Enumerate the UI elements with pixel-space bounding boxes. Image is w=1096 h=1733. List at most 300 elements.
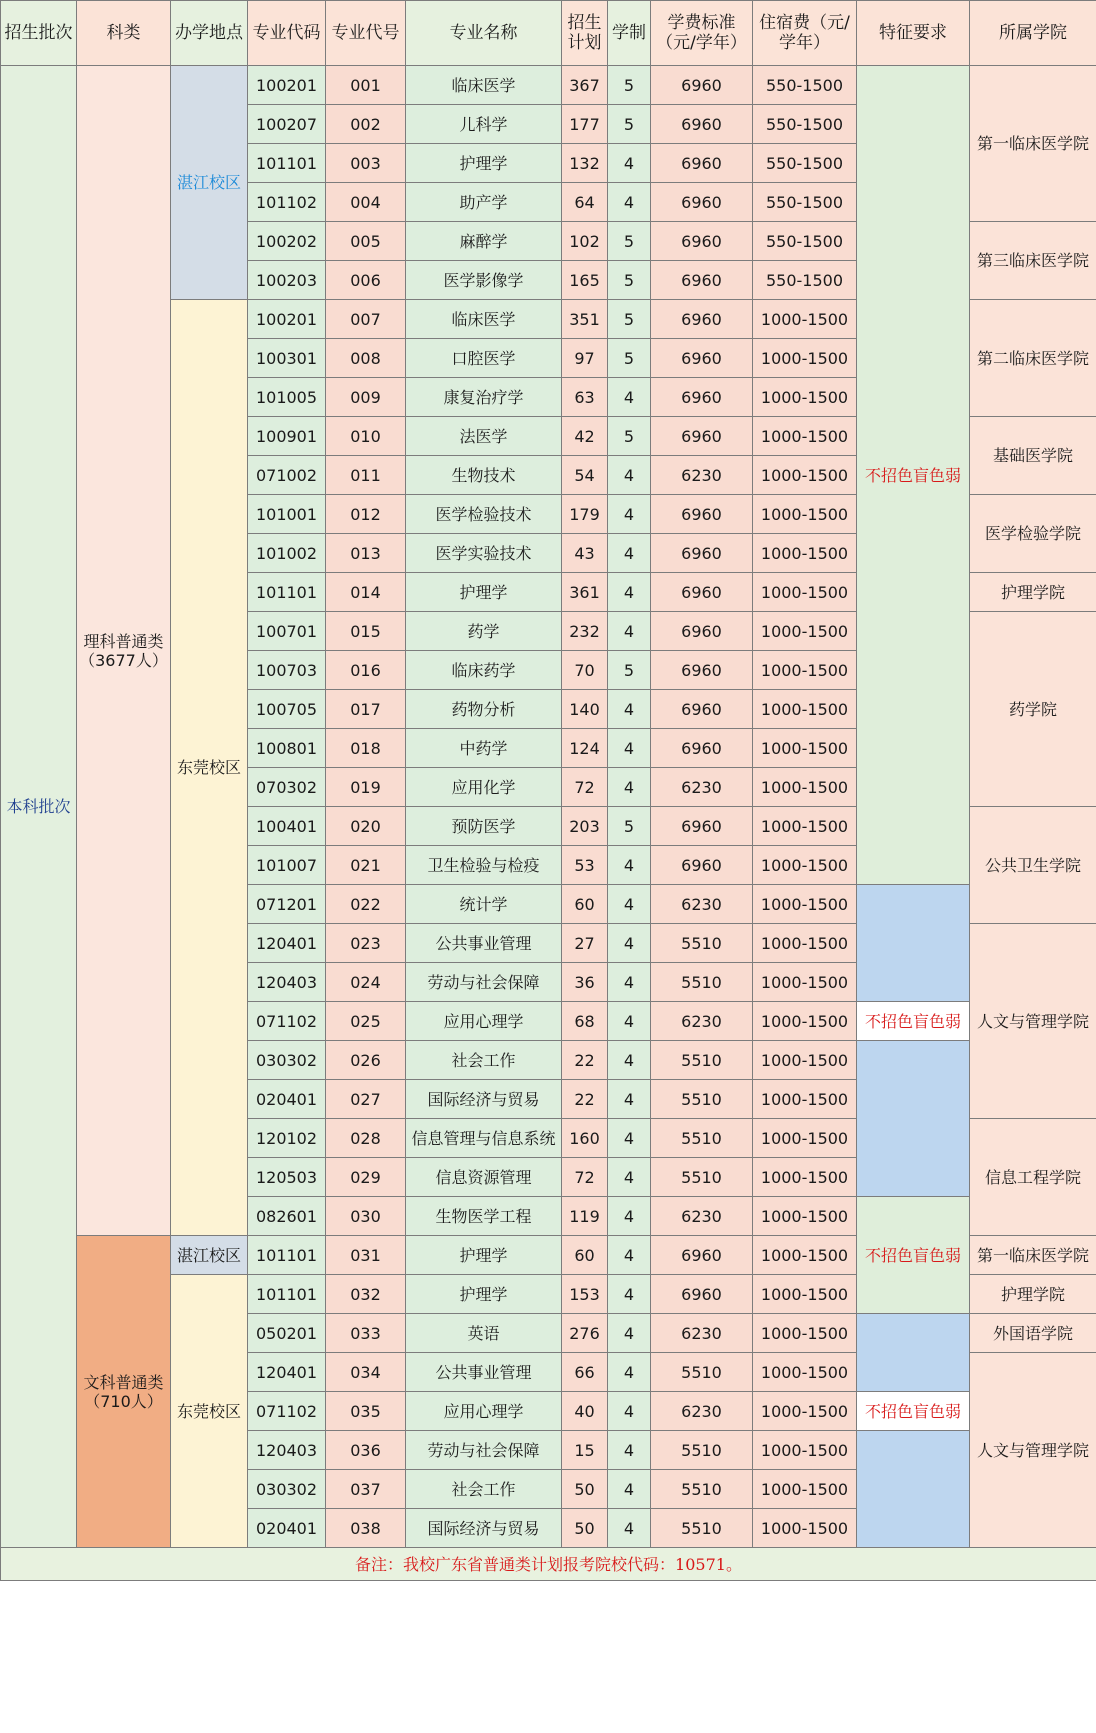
table-row xyxy=(1,66,1096,105)
major-number-cell: 016 xyxy=(326,651,406,690)
school-first-clinical-liberal: 第一临床医学院 xyxy=(970,1236,1096,1275)
years-cell: 4 xyxy=(608,1314,651,1353)
tuition-cell: 6960 xyxy=(651,66,753,105)
lodging-cell: 1000-1500 xyxy=(753,339,857,378)
major-number-cell: 006 xyxy=(326,261,406,300)
years-cell: 4 xyxy=(608,1470,651,1509)
school-pharmacy: 药学院 xyxy=(970,612,1096,807)
major-code-cell: 100701 xyxy=(248,612,326,651)
plan-cell: 119 xyxy=(562,1197,608,1236)
lodging-cell: 1000-1500 xyxy=(753,924,857,963)
major-number-cell: 037 xyxy=(326,1470,406,1509)
years-cell: 5 xyxy=(608,105,651,144)
lodging-cell: 1000-1500 xyxy=(753,1041,857,1080)
major-name-cell: 中药学 xyxy=(406,729,562,768)
major-name-cell: 信息资源管理 xyxy=(406,1158,562,1197)
header-row xyxy=(1,1,1096,66)
major-name-cell: 麻醉学 xyxy=(406,222,562,261)
major-code-cell: 100301 xyxy=(248,339,326,378)
major-number-cell: 023 xyxy=(326,924,406,963)
major-code-cell: 101101 xyxy=(248,1236,326,1275)
plan-cell: 54 xyxy=(562,456,608,495)
major-code-cell: 082601 xyxy=(248,1197,326,1236)
category-liberal: 文科普通类（710人） xyxy=(77,1236,171,1548)
major-name-cell: 医学影像学 xyxy=(406,261,562,300)
requirement-blank xyxy=(857,1314,970,1392)
school-basic-medicine: 基础医学院 xyxy=(970,417,1096,495)
tuition-cell: 6230 xyxy=(651,1197,753,1236)
lodging-cell: 1000-1500 xyxy=(753,1158,857,1197)
lodging-cell: 1000-1500 xyxy=(753,1314,857,1353)
major-number-cell: 014 xyxy=(326,573,406,612)
lodging-cell: 1000-1500 xyxy=(753,846,857,885)
years-cell: 4 xyxy=(608,144,651,183)
lodging-cell: 550-1500 xyxy=(753,183,857,222)
category-science: 理科普通类（3677人） xyxy=(77,66,171,1236)
years-cell: 4 xyxy=(608,1041,651,1080)
years-cell: 4 xyxy=(608,1197,651,1236)
years-cell: 5 xyxy=(608,807,651,846)
lodging-cell: 1000-1500 xyxy=(753,1509,857,1548)
major-name-cell: 国际经济与贸易 xyxy=(406,1080,562,1119)
major-code-cell: 100703 xyxy=(248,651,326,690)
major-number-cell: 007 xyxy=(326,300,406,339)
lodging-cell: 1000-1500 xyxy=(753,495,857,534)
major-number-cell: 025 xyxy=(326,1002,406,1041)
tuition-cell: 6960 xyxy=(651,1275,753,1314)
header-school: 所属学院 xyxy=(970,1,1096,66)
major-number-cell: 028 xyxy=(326,1119,406,1158)
years-cell: 5 xyxy=(608,222,651,261)
plan-cell: 42 xyxy=(562,417,608,456)
plan-cell: 50 xyxy=(562,1470,608,1509)
major-name-cell: 药物分析 xyxy=(406,690,562,729)
major-number-cell: 027 xyxy=(326,1080,406,1119)
major-number-cell: 012 xyxy=(326,495,406,534)
plan-cell: 40 xyxy=(562,1392,608,1431)
major-code-cell: 100203 xyxy=(248,261,326,300)
tuition-cell: 6230 xyxy=(651,1392,753,1431)
major-name-cell: 公共事业管理 xyxy=(406,924,562,963)
years-cell: 5 xyxy=(608,651,651,690)
plan-cell: 232 xyxy=(562,612,608,651)
campus-dongguan: 东莞校区 xyxy=(171,300,248,1236)
major-code-cell: 101001 xyxy=(248,495,326,534)
major-name-cell: 护理学 xyxy=(406,144,562,183)
tuition-cell: 5510 xyxy=(651,963,753,1002)
lodging-cell: 1000-1500 xyxy=(753,417,857,456)
header-category: 科类 xyxy=(77,1,171,66)
lodging-cell: 1000-1500 xyxy=(753,456,857,495)
major-code-cell: 101002 xyxy=(248,534,326,573)
lodging-cell: 550-1500 xyxy=(753,144,857,183)
plan-cell: 177 xyxy=(562,105,608,144)
tuition-cell: 6960 xyxy=(651,573,753,612)
campus-dongguan-liberal: 东莞校区 xyxy=(171,1275,248,1548)
major-name-cell: 预防医学 xyxy=(406,807,562,846)
school-nursing-liberal: 护理学院 xyxy=(970,1275,1096,1314)
requirement-blank xyxy=(857,1041,970,1197)
major-number-cell: 031 xyxy=(326,1236,406,1275)
major-name-cell: 口腔医学 xyxy=(406,339,562,378)
years-cell: 5 xyxy=(608,417,651,456)
major-name-cell: 儿科学 xyxy=(406,105,562,144)
major-number-cell: 004 xyxy=(326,183,406,222)
lodging-cell: 1000-1500 xyxy=(753,885,857,924)
lodging-cell: 550-1500 xyxy=(753,261,857,300)
school-humanities-liberal: 人文与管理学院 xyxy=(970,1353,1096,1548)
major-name-cell: 公共事业管理 xyxy=(406,1353,562,1392)
major-code-cell: 101007 xyxy=(248,846,326,885)
plan-cell: 72 xyxy=(562,1158,608,1197)
plan-cell: 15 xyxy=(562,1431,608,1470)
years-cell: 4 xyxy=(608,1392,651,1431)
major-number-cell: 011 xyxy=(326,456,406,495)
lodging-cell: 1000-1500 xyxy=(753,1392,857,1431)
major-number-cell: 021 xyxy=(326,846,406,885)
major-code-cell: 100705 xyxy=(248,690,326,729)
years-cell: 4 xyxy=(608,690,651,729)
tuition-cell: 5510 xyxy=(651,1431,753,1470)
years-cell: 5 xyxy=(608,339,651,378)
plan-cell: 50 xyxy=(562,1509,608,1548)
campus-zhanjiang: 湛江校区 xyxy=(171,66,248,300)
major-code-cell: 120102 xyxy=(248,1119,326,1158)
school-third-clinical: 第三临床医学院 xyxy=(970,222,1096,300)
major-number-cell: 018 xyxy=(326,729,406,768)
lodging-cell: 1000-1500 xyxy=(753,1353,857,1392)
major-number-cell: 022 xyxy=(326,885,406,924)
tuition-cell: 6960 xyxy=(651,534,753,573)
plan-cell: 60 xyxy=(562,1236,608,1275)
header-plan: 招生计划 xyxy=(562,1,608,66)
major-number-cell: 026 xyxy=(326,1041,406,1080)
major-name-cell: 康复治疗学 xyxy=(406,378,562,417)
years-cell: 4 xyxy=(608,1002,651,1041)
years-cell: 5 xyxy=(608,66,651,105)
lodging-cell: 1000-1500 xyxy=(753,1002,857,1041)
plan-cell: 276 xyxy=(562,1314,608,1353)
lodging-cell: 1000-1500 xyxy=(753,378,857,417)
major-code-cell: 071102 xyxy=(248,1002,326,1041)
major-code-cell: 071102 xyxy=(248,1392,326,1431)
plan-cell: 124 xyxy=(562,729,608,768)
tuition-cell: 5510 xyxy=(651,1509,753,1548)
plan-cell: 63 xyxy=(562,378,608,417)
tuition-cell: 6960 xyxy=(651,651,753,690)
major-code-cell: 070302 xyxy=(248,768,326,807)
tuition-cell: 6230 xyxy=(651,456,753,495)
tuition-cell: 6230 xyxy=(651,885,753,924)
lodging-cell: 1000-1500 xyxy=(753,651,857,690)
major-number-cell: 008 xyxy=(326,339,406,378)
lodging-cell: 1000-1500 xyxy=(753,300,857,339)
major-code-cell: 120503 xyxy=(248,1158,326,1197)
years-cell: 4 xyxy=(608,1236,651,1275)
major-name-cell: 医学实验技术 xyxy=(406,534,562,573)
header-batch: 招生批次 xyxy=(1,1,77,66)
school-public-health: 公共卫生学院 xyxy=(970,807,1096,924)
major-number-cell: 036 xyxy=(326,1431,406,1470)
major-code-cell: 100201 xyxy=(248,300,326,339)
plan-cell: 203 xyxy=(562,807,608,846)
major-number-cell: 033 xyxy=(326,1314,406,1353)
tuition-cell: 5510 xyxy=(651,1353,753,1392)
lodging-cell: 550-1500 xyxy=(753,105,857,144)
years-cell: 5 xyxy=(608,261,651,300)
major-code-cell: 100202 xyxy=(248,222,326,261)
years-cell: 4 xyxy=(608,1275,651,1314)
major-number-cell: 030 xyxy=(326,1197,406,1236)
tuition-cell: 6960 xyxy=(651,339,753,378)
lodging-cell: 1000-1500 xyxy=(753,729,857,768)
batch-cell: 本科批次 xyxy=(1,66,77,1548)
lodging-cell: 1000-1500 xyxy=(753,573,857,612)
header-tuition: 学费标准（元/学年） xyxy=(651,1,753,66)
major-number-cell: 024 xyxy=(326,963,406,1002)
requirement-blank xyxy=(857,1431,970,1548)
lodging-cell: 1000-1500 xyxy=(753,768,857,807)
tuition-cell: 6960 xyxy=(651,729,753,768)
major-code-cell: 101102 xyxy=(248,183,326,222)
lodging-cell: 1000-1500 xyxy=(753,690,857,729)
lodging-cell: 1000-1500 xyxy=(753,807,857,846)
major-code-cell: 100207 xyxy=(248,105,326,144)
major-code-cell: 120401 xyxy=(248,924,326,963)
plan-cell: 70 xyxy=(562,651,608,690)
plan-cell: 367 xyxy=(562,66,608,105)
plan-cell: 36 xyxy=(562,963,608,1002)
years-cell: 5 xyxy=(608,300,651,339)
years-cell: 4 xyxy=(608,378,651,417)
requirement-blank xyxy=(857,885,970,1002)
plan-cell: 66 xyxy=(562,1353,608,1392)
major-code-cell: 050201 xyxy=(248,1314,326,1353)
years-cell: 4 xyxy=(608,456,651,495)
plan-cell: 160 xyxy=(562,1119,608,1158)
table-body xyxy=(1,66,1096,1548)
major-name-cell: 英语 xyxy=(406,1314,562,1353)
plan-cell: 153 xyxy=(562,1275,608,1314)
years-cell: 4 xyxy=(608,495,651,534)
major-name-cell: 临床医学 xyxy=(406,66,562,105)
plan-cell: 53 xyxy=(562,846,608,885)
plan-cell: 102 xyxy=(562,222,608,261)
major-number-cell: 035 xyxy=(326,1392,406,1431)
major-code-cell: 030302 xyxy=(248,1041,326,1080)
major-name-cell: 药学 xyxy=(406,612,562,651)
plan-cell: 361 xyxy=(562,573,608,612)
major-code-cell: 030302 xyxy=(248,1470,326,1509)
major-name-cell: 法医学 xyxy=(406,417,562,456)
tuition-cell: 6960 xyxy=(651,807,753,846)
major-code-cell: 101005 xyxy=(248,378,326,417)
years-cell: 4 xyxy=(608,183,651,222)
school-lab-medicine: 医学检验学院 xyxy=(970,495,1096,573)
major-code-cell: 020401 xyxy=(248,1509,326,1548)
major-number-cell: 020 xyxy=(326,807,406,846)
years-cell: 4 xyxy=(608,612,651,651)
years-cell: 4 xyxy=(608,1119,651,1158)
major-number-cell: 002 xyxy=(326,105,406,144)
school-humanities: 人文与管理学院 xyxy=(970,924,1096,1119)
requirement-psychology: 不招色盲色弱 xyxy=(857,1002,970,1041)
major-name-cell: 卫生检验与检疫 xyxy=(406,846,562,885)
lodging-cell: 1000-1500 xyxy=(753,1119,857,1158)
tuition-cell: 5510 xyxy=(651,1080,753,1119)
lodging-cell: 1000-1500 xyxy=(753,1431,857,1470)
major-number-cell: 017 xyxy=(326,690,406,729)
years-cell: 4 xyxy=(608,534,651,573)
tuition-cell: 6960 xyxy=(651,222,753,261)
major-name-cell: 医学检验技术 xyxy=(406,495,562,534)
tuition-cell: 6230 xyxy=(651,1002,753,1041)
major-number-cell: 005 xyxy=(326,222,406,261)
school-first-clinical: 第一临床医学院 xyxy=(970,66,1096,222)
major-number-cell: 029 xyxy=(326,1158,406,1197)
years-cell: 4 xyxy=(608,924,651,963)
tuition-cell: 6230 xyxy=(651,768,753,807)
years-cell: 4 xyxy=(608,963,651,1002)
header-major-name: 专业名称 xyxy=(406,1,562,66)
major-code-cell: 100901 xyxy=(248,417,326,456)
plan-cell: 351 xyxy=(562,300,608,339)
major-name-cell: 信息管理与信息系统 xyxy=(406,1119,562,1158)
lodging-cell: 1000-1500 xyxy=(753,963,857,1002)
years-cell: 4 xyxy=(608,729,651,768)
lodging-cell: 1000-1500 xyxy=(753,1470,857,1509)
major-name-cell: 生物医学工程 xyxy=(406,1197,562,1236)
major-number-cell: 010 xyxy=(326,417,406,456)
major-number-cell: 009 xyxy=(326,378,406,417)
major-name-cell: 助产学 xyxy=(406,183,562,222)
major-number-cell: 019 xyxy=(326,768,406,807)
tuition-cell: 6960 xyxy=(651,417,753,456)
major-name-cell: 劳动与社会保障 xyxy=(406,963,562,1002)
major-code-cell: 120401 xyxy=(248,1353,326,1392)
major-name-cell: 生物技术 xyxy=(406,456,562,495)
years-cell: 4 xyxy=(608,846,651,885)
school-information: 信息工程学院 xyxy=(970,1119,1096,1236)
major-number-cell: 001 xyxy=(326,66,406,105)
lodging-cell: 1000-1500 xyxy=(753,534,857,573)
major-code-cell: 120403 xyxy=(248,963,326,1002)
plan-cell: 64 xyxy=(562,183,608,222)
major-number-cell: 038 xyxy=(326,1509,406,1548)
major-code-cell: 101101 xyxy=(248,573,326,612)
plan-cell: 165 xyxy=(562,261,608,300)
tuition-cell: 6960 xyxy=(651,846,753,885)
header-campus: 办学地点 xyxy=(171,1,248,66)
major-name-cell: 社会工作 xyxy=(406,1470,562,1509)
tuition-cell: 6960 xyxy=(651,612,753,651)
header-years: 学制 xyxy=(608,1,651,66)
plan-cell: 97 xyxy=(562,339,608,378)
major-name-cell: 临床医学 xyxy=(406,300,562,339)
plan-cell: 140 xyxy=(562,690,608,729)
years-cell: 4 xyxy=(608,768,651,807)
lodging-cell: 550-1500 xyxy=(753,222,857,261)
header-major-number: 专业代号 xyxy=(326,1,406,66)
lodging-cell: 1000-1500 xyxy=(753,1236,857,1275)
major-name-cell: 应用心理学 xyxy=(406,1392,562,1431)
plan-cell: 43 xyxy=(562,534,608,573)
lodging-cell: 1000-1500 xyxy=(753,1275,857,1314)
major-number-cell: 003 xyxy=(326,144,406,183)
lodging-cell: 550-1500 xyxy=(753,66,857,105)
major-name-cell: 劳动与社会保障 xyxy=(406,1431,562,1470)
requirement-nursing: 不招色盲色弱 xyxy=(857,1197,970,1314)
major-name-cell: 护理学 xyxy=(406,1275,562,1314)
major-code-cell: 101101 xyxy=(248,144,326,183)
major-name-cell: 国际经济与贸易 xyxy=(406,1509,562,1548)
school-second-clinical: 第二临床医学院 xyxy=(970,300,1096,417)
school-nursing: 护理学院 xyxy=(970,573,1096,612)
tuition-cell: 6960 xyxy=(651,183,753,222)
major-code-cell: 071002 xyxy=(248,456,326,495)
plan-cell: 72 xyxy=(562,768,608,807)
plan-cell: 68 xyxy=(562,1002,608,1041)
major-number-cell: 015 xyxy=(326,612,406,651)
major-name-cell: 临床药学 xyxy=(406,651,562,690)
campus-zhanjiang-liberal: 湛江校区 xyxy=(171,1236,248,1275)
major-name-cell: 统计学 xyxy=(406,885,562,924)
plan-cell: 132 xyxy=(562,144,608,183)
tuition-cell: 5510 xyxy=(651,924,753,963)
major-code-cell: 100801 xyxy=(248,729,326,768)
plan-cell: 27 xyxy=(562,924,608,963)
tuition-cell: 5510 xyxy=(651,1119,753,1158)
school-foreign-languages: 外国语学院 xyxy=(970,1314,1096,1353)
major-name-cell: 护理学 xyxy=(406,1236,562,1275)
major-name-cell: 护理学 xyxy=(406,573,562,612)
tuition-cell: 5510 xyxy=(651,1041,753,1080)
tuition-cell: 6960 xyxy=(651,144,753,183)
tuition-cell: 6960 xyxy=(651,1236,753,1275)
plan-cell: 22 xyxy=(562,1041,608,1080)
years-cell: 4 xyxy=(608,1080,651,1119)
major-number-cell: 032 xyxy=(326,1275,406,1314)
lodging-cell: 1000-1500 xyxy=(753,612,857,651)
header-requirement: 特征要求 xyxy=(857,1,970,66)
tuition-cell: 5510 xyxy=(651,1470,753,1509)
years-cell: 4 xyxy=(608,573,651,612)
years-cell: 4 xyxy=(608,1158,651,1197)
major-code-cell: 100201 xyxy=(248,66,326,105)
years-cell: 4 xyxy=(608,1353,651,1392)
years-cell: 4 xyxy=(608,1509,651,1548)
major-code-cell: 020401 xyxy=(248,1080,326,1119)
requirement-science-medical: 不招色盲色弱 xyxy=(857,66,970,885)
major-code-cell: 100401 xyxy=(248,807,326,846)
major-number-cell: 013 xyxy=(326,534,406,573)
tuition-cell: 6960 xyxy=(651,261,753,300)
major-name-cell: 应用心理学 xyxy=(406,1002,562,1041)
plan-cell: 60 xyxy=(562,885,608,924)
tuition-cell: 5510 xyxy=(651,1158,753,1197)
requirement-psychology-liberal: 不招色盲色弱 xyxy=(857,1392,970,1431)
major-number-cell: 034 xyxy=(326,1353,406,1392)
major-code-cell: 120403 xyxy=(248,1431,326,1470)
tuition-cell: 6230 xyxy=(651,1314,753,1353)
major-code-cell: 101101 xyxy=(248,1275,326,1314)
tuition-cell: 6960 xyxy=(651,105,753,144)
header-lodging: 住宿费（元/学年） xyxy=(753,1,857,66)
tuition-cell: 6960 xyxy=(651,300,753,339)
tuition-cell: 6960 xyxy=(651,495,753,534)
major-name-cell: 应用化学 xyxy=(406,768,562,807)
plan-cell: 22 xyxy=(562,1080,608,1119)
